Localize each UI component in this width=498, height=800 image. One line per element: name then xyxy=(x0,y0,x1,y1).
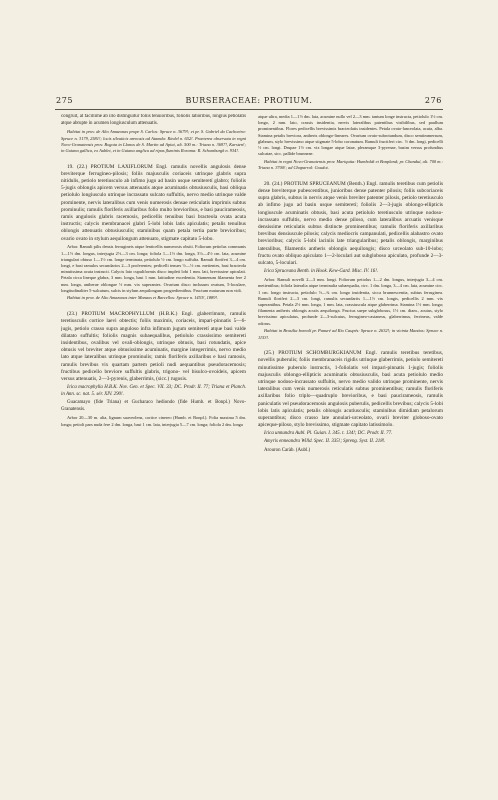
running-head xyxy=(48,96,450,108)
species-19-habitat: Habitat in prov. de Alto Amazonas inter Manaos et Barcellos: Spruce n. 1453!, 1889!. xyxy=(67,295,219,301)
species-19-heading: 19. (22.) PROTIUM LAXIFLORUM Engl. ramulis novellis angulosis dense breviterque ferrugineo-pilosis; foliis majusculis coriaceis utrinque glabris supra nitidulis, petiolo teretiusculo ab infimo jugo ad basin usque semiteretí glabro; foliolis 5-jugis oblongis apicem versus attenuatis atque acuminatis obtusiusculis, basi obliqua petiolulo longiusculo utrinque incrassato sulcato suffultis, nervo medio utrinque valde prominente, nervis lateralibus cum venis numerosis densae reticulatis imprimis subtus prominulis; ramulis floriferis axillaribus folio multo brevioribus, e basi paucirameosis, ramis angulosis glabris racemosis, pedicellis tenuibus basi bracteola ovata acuta instructis; calycis membranacei glabri 5-lobi lobis latis apiculatis; petalis tenuibus oblongis attenuatis obtusiusculis; staminibus quam petala tertia parte brevioribus; ovario ovato in stylum aequilongum attenuato, stigmate capitato 5-lobo. xyxy=(61,163,246,242)
species-20-citation: Icica Spruceana Benth. in Hook. Kew-Gard. Misc. IV. 16!. xyxy=(264,268,379,274)
species-23-description-continued: atque ultra, media 1—1½ dm. lata, acumine nullo vel 2—3 mm. tantum longe instructa, petiolulo 1½ cm. longo, 2 mm. lato, crassis insidentia, nervis lateralibus patentibus visibilibus, sed paullum prominentibus. Flores pedicellis brevissimis bracteolatis insidentes. Petala ovato-lanceolata, acuta, alba. Stamina petalis breviora, antheris oblongo-lineares. Ovarium ovato-subrotundum, disco semiimmersum, glabrum, stylo brevissimo atque stigmate 5-lobo coronatum. Ramuli fructiferi circ. ½ dm. longi, pedicelli ½ cm. longi. Drupae 1½ cm. vix longae atque latae, pleramque 3-pyrenae, basim versus profundius sulcatae, sicc. pallide brunneae. xyxy=(258,114,443,157)
species-25-citation-1: Icica unnundra Aubl. Pl. Guian. I. 345. t. 134!; DC. Prodr. II. 77. xyxy=(264,430,393,436)
species-23-heading: (23.) PROTIUM MACROPHYLLUM (H.B.K.) Engl. glaberrimum, ramulis teretiusculis cortice laevi obtectis; foliis maximis, coriaceis, impari-pinnatis 5—6-jugis, petiolo crasso supra anguloso infra infimum jugum semiteretí atque basi valde dilatato suffultis; foliolis magnis subaequalibus, petiolulo crassissimo semitereti insidentibus, ovalibus vel ovali-oblongis, utrinque obtusis, basi rotundatis, apice obtusis vel breviter atque obtusissime acuminatis, margine integerrimis, nervo medio lato atque lateralibus utrinque prominulis; ramis floriferis axillaribus e basi ramosis, ramulis brevibus vix quartam partem petioli nudi aequantibus pseudoracemosis; fructibus pedicello breviore suffultis glabris, trigono- vel bisulco-ovoideis, apicem versus attenuatis, 2—3-pyrenis, glaberrimis, (sicc.) rugosis. xyxy=(61,311,246,383)
header-rule xyxy=(55,109,443,110)
left-column xyxy=(61,114,246,724)
species-20-description: Arbor. Ramuli novelli 2—3 mm. longi. Foliorum petiolus 1—2 dm. longus, interjugia 3—4 cm. metientibus; foliola lateralia atque terminalia subaequalia, circ. 1 dm. longa, 3—4 cm. lata, acumine circ. 1 cm. longo instructa, petiolulo ½—¾ cm. longo insidentia, sicca brunnescentia, subtus ferruginea. Ramuli floriferi 2—3 cm. longi, ramulis secundariis 1—1½ cm. longis, pedicellis 2 mm. vix superantibus. Petala 2½ mm. longa, 1 mm. lata, crassiuscula atque glaberrima. Stamina 1½ mm. longa; filamenta antheris oblongis acutis aequilonga. Fructus saepe subglobosus, 1½ cm. diam., acutus, stylo brevissimo apiculatus, profunde 2—3-sulcatus, ferrugineo-castaneus, glaberrimus, ferrineus, valde odorus. xyxy=(258,277,443,326)
intro-diagnosis: congruit, at facillime ab illo distinguitur foliis tenuioribus, foliolis latioribus, longius petiolatis atque abrupte in acumen longiusculum attenuatis. xyxy=(61,114,246,126)
species-23-description: Arbor 20—30 m. alta, lignum suaveolens, cortice cinereo (Humb. et Bonpl.). Folia maxima 5 dm. longa; petioli pars nuda fere 2 dm. longa, basi 1 cm. lata, interjugia 5—7 cm. longa; foliola 2 dm. longa xyxy=(61,415,246,427)
page-number-right: 276 xyxy=(424,96,442,105)
species-25-heading: (25.) PROTIUM SCHOMBURGKIANUM Engl. ramulis teretibus teretibus, novellis puberulis; foliis membranaceis rigidis utrinque glaberrimis, petiolo semitereti minutissime puberulo instructis, 1-foliolatis vel impari-pinnatis 1-jugis; foliolis majusculis oblongo-ellipticis acuminatis obtusiusculis, basi acuta petiolulo medio utrinque nodoso-incrassato suffultis, nervo medio valido utrinque prominente, nervis lateralibus cum venis numerosis reticulatis subtus prominentibus; ramulis floriferis axillaribus folio triplo—quadruplo brevioribus, e basi paucirameosis, ramulis paniculatis vel pseudoracemosis angulosis puberulis, pedicellis brevibus; calycis 5-lobi lobis latis apiculatis; petalis oblongis acutiusculis; staminibus dimidiam petalorum superantibus; disco crasso late annulari-urceolato, ovarii breviter globoso-ovato apiceque-piloso, stylo brevissimo, stigmate capitato latissimolo. xyxy=(258,350,443,429)
page-number-left: 275 xyxy=(56,96,74,105)
species-25-citation-2: Amyris enneandra Willd. Spec. II. 335!; Spreng. Syst. II. 218!. xyxy=(264,439,386,445)
intro-habitat: Habitat in prov. de Alto Amazonas prope S. Carlos: Spruce n. 3679!; et pr. S. Gabriel da Cachoeira: Spruce n. 3179, 2581!; locis silvaticis arenosis ad Atamda: Riedel n. 652!. Praeterea observata in regni Novo-Granatensis prov. Bogota in Llanos de S. Martin ad Apiai, alt. 500 m.: Triana n. 3697!, Karsten!; in Guiana gallica, ex Aublet, et in Guiana anglica ad ripas fluminis Rorama: R. Schomburgk n. 934!. xyxy=(61,129,246,153)
species-23-habitat: Habitat in regni Novo-Granatensis prov. Mariquita: Humboldt et Bonpland; pr. Chanduí, alt. 700 m.: Triana n. 3700!; ad Chaparral: Goudot. xyxy=(258,158,443,171)
species-20-habitat: Habitat in Brasilia borealí pr. Panuré ad Rio Caupés: Spruce n. 2632!; in vicinia Manáos: Spruce n. 1153!. xyxy=(258,328,443,340)
running-title: BURSERACEAE: PROTIUM. xyxy=(185,96,313,105)
species-23-vernacular: Guacamayo (fide Triana) et Gucharaco hediondo (fide Humb. et Bonpl.) Novo-Granatensis. xyxy=(61,400,246,412)
species-20-heading: 20. (24.) PROTIUM SPRUCEANUM (Benth.) Engl. ramulis teretibus cum petiolis dense breviterque pubescentibus, junioribus dense patenter pilosis; foliis subcoriaceis supra glabris, subtus in nervis atque venis breviter patenter pilosis, petiolo teretiusculo ab infimo jugo ad basin usque semiteretí; foliolis 2—3-jugis oblongo-ellipticis longiuscule acuminatis obtusis, basi acuta petiolulo teretiusculo utrinque nodoso-incrassato suffultis, nervo medio dense piloso, cum lateralibus arcuatis venisque densissime reticulatis subtus distincte prominentibus; ramulis floriferis axillaribus brevibus densiuscule pilosis; calycis mediocris campanulati, pedicellis alabastro ovato brevioribus; calycis 5-lobi laciniis late triangularibus; petalis oblongis, marginibus lateralibus, filamentis antheris oblongis aequilongis; disco urceolato sub-10-lobo; fructu ovato obliquo apiculato 1—2-loculari aut subglobosо apiculato, profunde 2—3-sulcato, 5-loculari. xyxy=(258,180,443,267)
species-25-vernacular: Arouron Caràb. (Aubl.) xyxy=(264,447,311,453)
species-23-citations: Icica macrophylla H.B.K. Nov. Gen. et Spec. VII. 33; DC. Prodr. II. 77; Triana et Planch. in Ann. sc. nat. 5. sér. XIV. 290!. xyxy=(61,384,246,397)
right-column xyxy=(258,114,443,724)
species-19-description: Arbor. Ramuli pilis densis ferrugineis atque lenticellis numerosis obsiti. Foliorum petiolus communis 1—1½ dm. longus, interjugia 2½—3 cm. longa; foliola 1—1½ dm. longa, 3½—4½ cm. lata, acumine triangulari obtuso 1—1½ cm. longe terminata, petiolulo ½ cm. longo suffulta. Ramuli floriferi 3—4 cm. longi, e basi ramulos secundarios 2—3 proferentes; pedicelli tenues ½—½ cm. metientes, basi bracteola minutissima acuta instructi. Calycis lato cupuliformis disco impleti lobi 1 mm. lati, breviusine apiculati. Petala circa lineque glabra, 3 mm. longa, basi 1 mm. latitudine excedentia. Stamenum filamenta fere 2 mm. longa, antherae oblongae ½ mm. vix superantes. Ovarium disco inclusum ovatum, 5-loculare, longitudinaliter 5-sulcatum, sulcis in stylum aequilongum progredientibus. Fructum maturum non vidi. xyxy=(61,244,246,293)
